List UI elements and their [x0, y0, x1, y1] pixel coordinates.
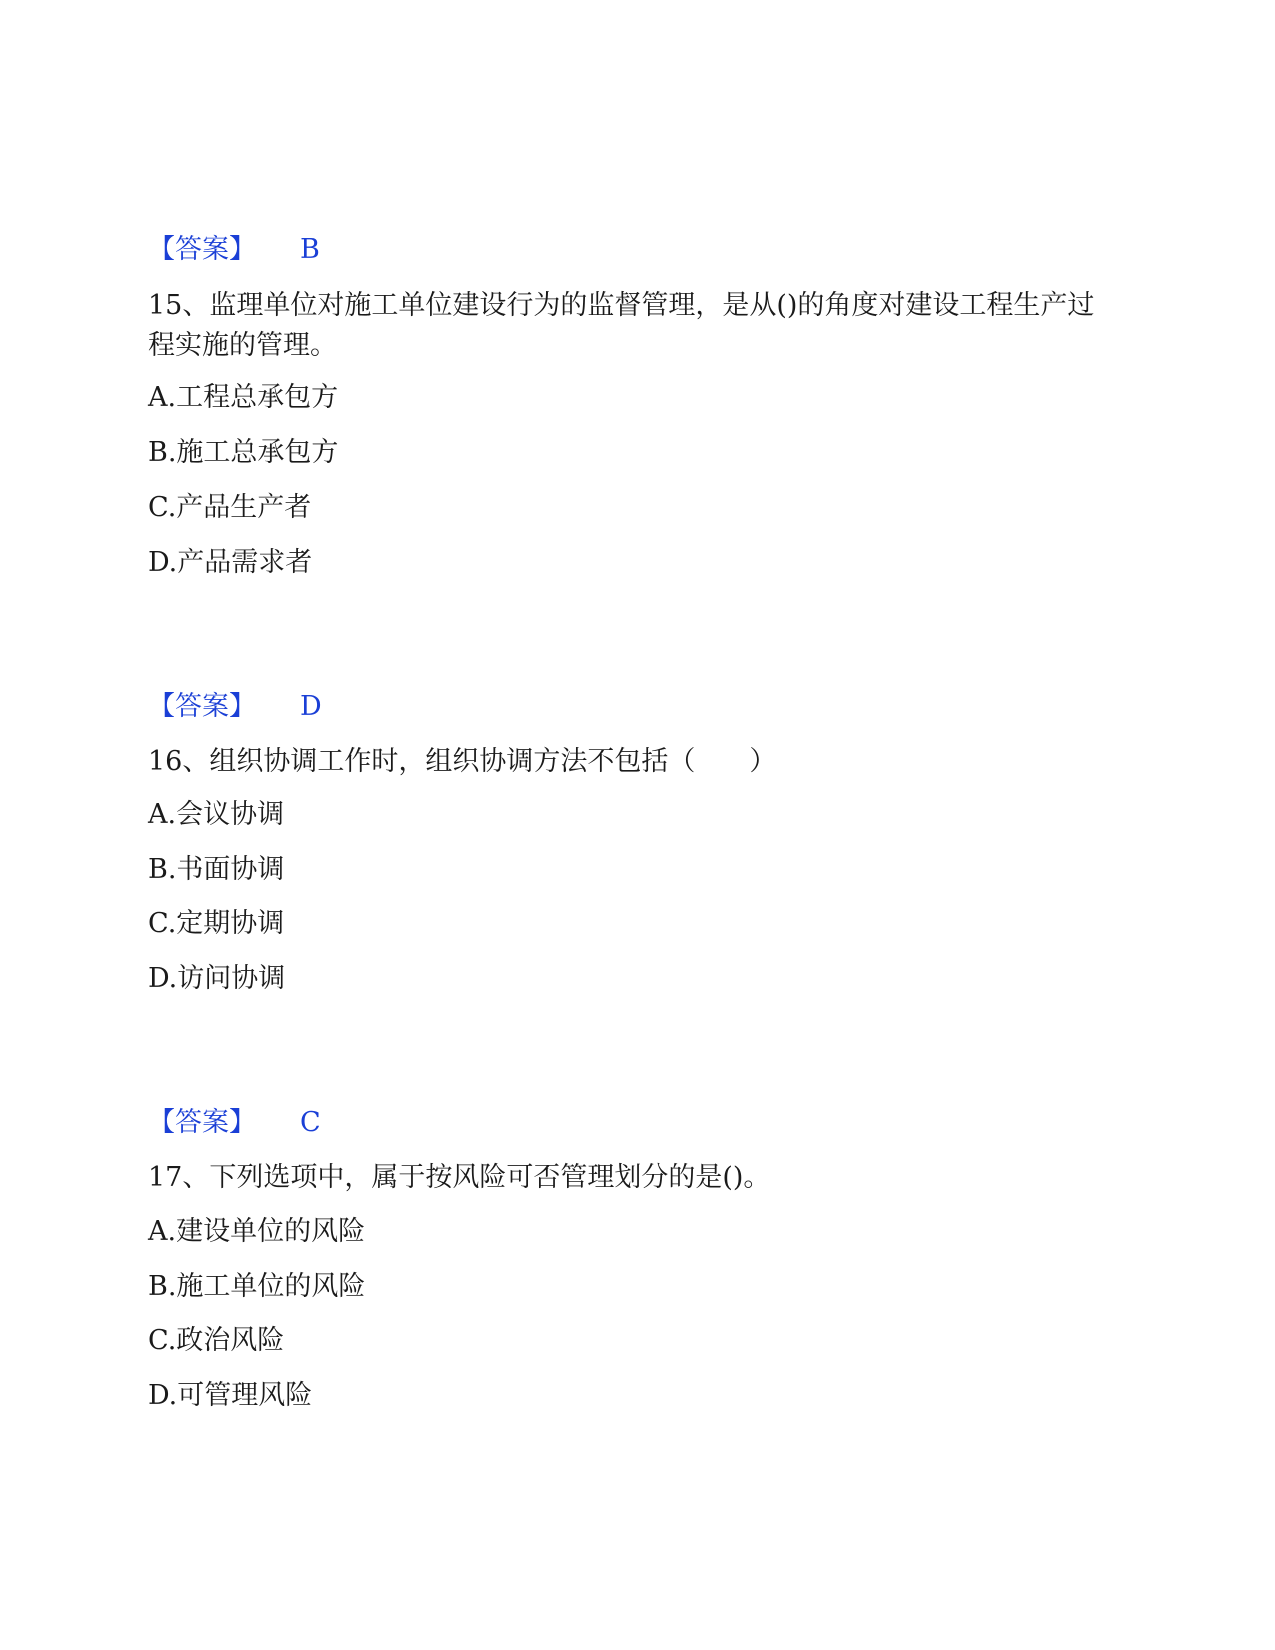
answer-value: C: [300, 1107, 321, 1138]
option-c: C.产品生产者: [148, 492, 312, 523]
option-d: D.访问协调: [148, 963, 286, 994]
answer-value: B: [300, 234, 320, 265]
question-text: 17、下列选项中，属于按风险可否管理划分的是()。: [148, 1162, 771, 1193]
answer-label: 【答案】: [148, 691, 256, 722]
option-c: C.定期协调: [148, 908, 285, 939]
answer-line: [148, 232, 320, 268]
question-text: 15、监理单位对施工单位建设行为的监督管理，是从()的角度对建设工程生产过程实施的管理。: [148, 290, 1095, 361]
answer-line: [148, 689, 322, 725]
answer-label: 【答案】: [148, 234, 256, 265]
option-a: A.建设单位的风险: [148, 1216, 366, 1247]
option-a: A.会议协调: [148, 799, 285, 830]
option-b: B.施工总承包方: [148, 437, 339, 468]
option-b: B.书面协调: [148, 854, 285, 885]
question-text: 16、组织协调工作时，组织协调方法不包括（ ）: [148, 746, 777, 777]
option-d: D.可管理风险: [148, 1380, 313, 1411]
option-a: A.工程总承包方: [148, 382, 339, 413]
option-b: B.施工单位的风险: [148, 1271, 366, 1302]
answer-value: D: [300, 691, 322, 722]
answer-line: [148, 1105, 321, 1141]
option-c: C.政治风险: [148, 1325, 285, 1356]
option-d: D.产品需求者: [148, 547, 313, 578]
answer-label: 【答案】: [148, 1107, 256, 1138]
